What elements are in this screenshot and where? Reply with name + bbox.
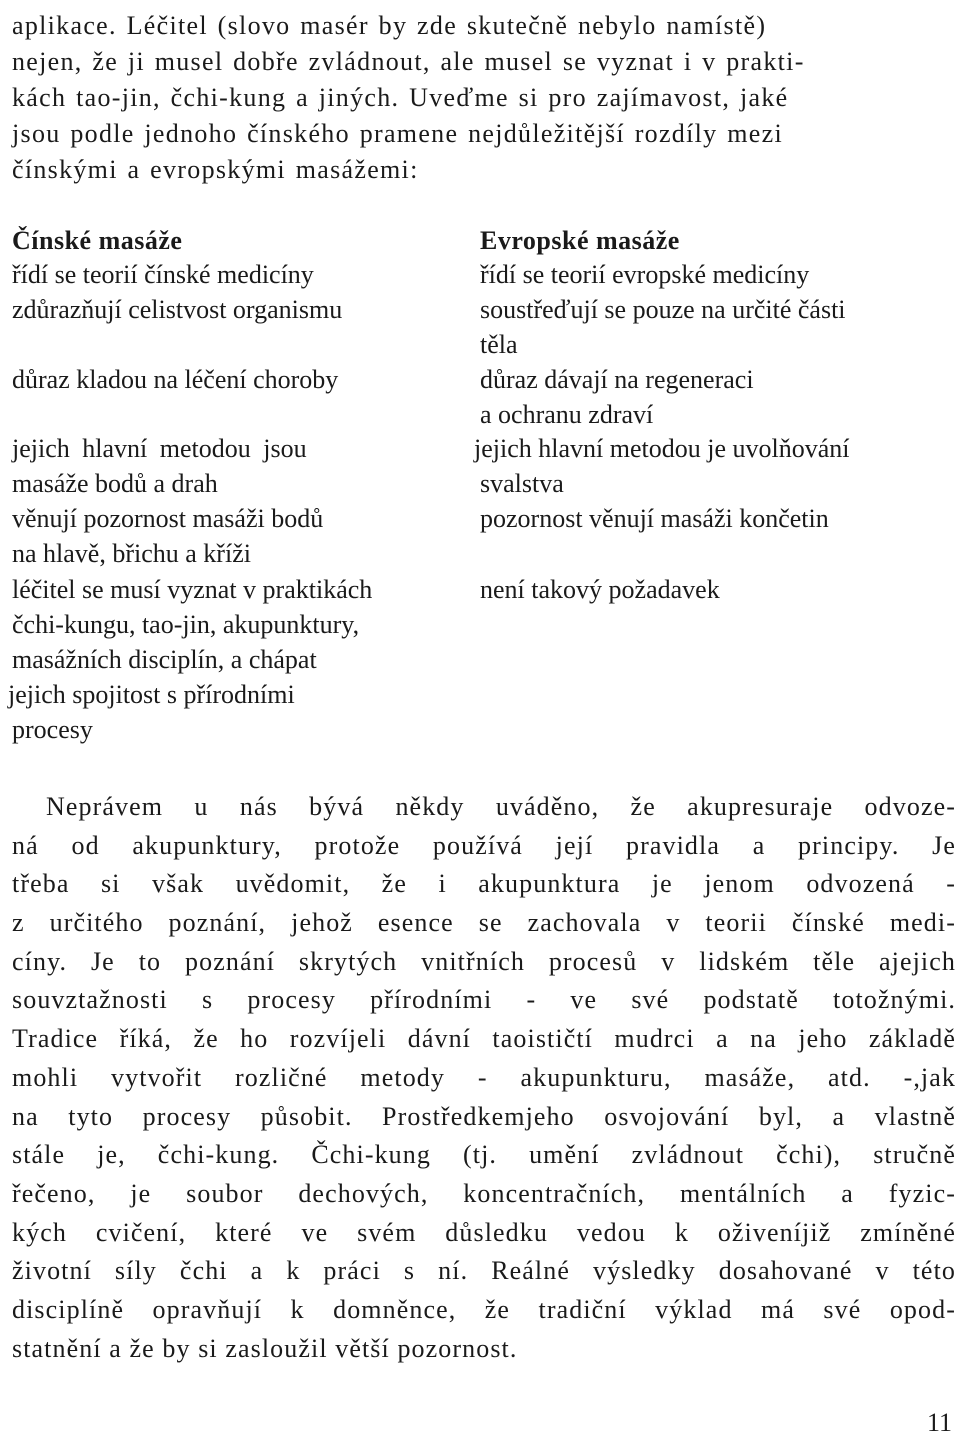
paragraph-line: cíny. Je to poznání skrytých vnitřních procesů v lidském těle ajejich bbox=[12, 946, 956, 976]
left-cell-line: jejich spojitost s přírodními bbox=[8, 680, 295, 709]
paragraph-line: kých cvičení, které ve svém důsledku vedou k oživeníjiž zmíněné bbox=[12, 1217, 956, 1247]
page-number: 11 bbox=[926, 1408, 952, 1437]
left-cell-line: čchi-kungu, tao-jin, akupunktury, bbox=[12, 610, 360, 639]
right-cell-line: jejich hlavní metodou je uvolňování bbox=[474, 434, 850, 463]
right-cell-line: pozornost věnují masáži končetin bbox=[480, 504, 829, 533]
right-cell-line: není takový požadavek bbox=[480, 575, 720, 604]
right-cell-line: svalstva bbox=[480, 469, 564, 498]
paragraph-line: řečeno, je soubor dechových, koncentračních, mentálních a fyzic- bbox=[12, 1178, 956, 1208]
right-cell-line: a ochranu zdraví bbox=[480, 400, 654, 429]
left-cell-line: jejich hlavní metodou jsou bbox=[12, 434, 307, 463]
paragraph-line: Neprávem u nás bývá někdy uváděno, že akupresuraje odvoze- bbox=[46, 792, 956, 821]
paragraph-line: ná od akupunktury, protože používá její pravidla a principy. Je bbox=[12, 830, 956, 860]
right-cell-line: řídí se teorií evropské medicíny bbox=[480, 260, 810, 289]
intro-line: jsou podle jednoho čínského pramene nejdůležitější rozdíly mezi bbox=[12, 119, 783, 148]
intro-line: aplikace. Léčitel (slovo masér by zde skutečně nebylo namístě) bbox=[12, 11, 767, 40]
left-cell-line: léčitel se musí vyznat v praktikách bbox=[12, 575, 373, 604]
paragraph-line: disciplíně opravňují k domněnce, že tradiční výklad má své opod- bbox=[12, 1294, 956, 1324]
paragraph-line: souvztažnosti s procesy přírodními - ve své podstatě totožnými. bbox=[12, 985, 956, 1015]
right-cell-line: těla bbox=[480, 330, 518, 359]
paragraph-line: stále je, čchi-kung. Čchi-kung (tj. umění zvládnout čchi), stručně bbox=[12, 1140, 956, 1170]
right-cell-line: důraz dávají na regeneraci bbox=[480, 365, 754, 394]
chinese-massage-heading: Čínské masáže bbox=[12, 226, 183, 255]
paragraph-line: mohli vytvořit rozličné metody - akupunkturu, masáže, atd. -,jak bbox=[12, 1062, 956, 1092]
intro-line: čínskými a evropskými masážemi: bbox=[12, 155, 419, 184]
left-cell-line: masáže bodů a drah bbox=[12, 469, 218, 498]
intro-line: kách tao-jin, čchi-kung a jiných. Uveďme si pro zajímavost, jaké bbox=[12, 83, 789, 112]
body-paragraph bbox=[12, 788, 956, 1368]
left-cell-line: na hlavě, břichu a kříži bbox=[12, 539, 251, 568]
left-cell-line: zdůrazňují celistvost organismu bbox=[12, 295, 343, 324]
left-cell-line: masážních disciplín, a chápat bbox=[12, 645, 317, 674]
left-cell-line: důraz kladou na léčení choroby bbox=[12, 365, 339, 394]
paragraph-line: statnění a že by si zasloužil větší pozornost. bbox=[12, 1333, 518, 1363]
paragraph-line: životní síly čchi a k práci s ní. Reálné výsledky dosahované v této bbox=[12, 1256, 956, 1286]
left-cell-line: řídí se teorií čínské medicíny bbox=[12, 260, 314, 289]
intro-line: nejen, že ji musel dobře zvládnout, ale musel se vyznat i v prakti- bbox=[12, 47, 805, 76]
european-massage-heading: Evropské masáže bbox=[480, 226, 680, 255]
left-cell-line: věnují pozornost masáži bodů bbox=[12, 504, 324, 533]
paragraph-line: třeba si však uvědomit, že i akupunktura je jenom odvozená - bbox=[12, 869, 956, 899]
right-cell-line: soustřeďují se pouze na určité části bbox=[480, 295, 846, 324]
paragraph-line: Tradice říká, že ho rozvíjeli dávní taoističtí mudrci a na jeho základě bbox=[12, 1024, 956, 1054]
left-cell-line: procesy bbox=[12, 715, 93, 744]
paragraph-line: z určitého poznání, jehož esence se zachovala v teorii čínské medi- bbox=[12, 908, 956, 938]
comparison-table bbox=[0, 220, 960, 760]
paragraph-line: na tyto procesy působit. Prostředkemjeho osvojování byl, a vlastně bbox=[12, 1101, 956, 1131]
